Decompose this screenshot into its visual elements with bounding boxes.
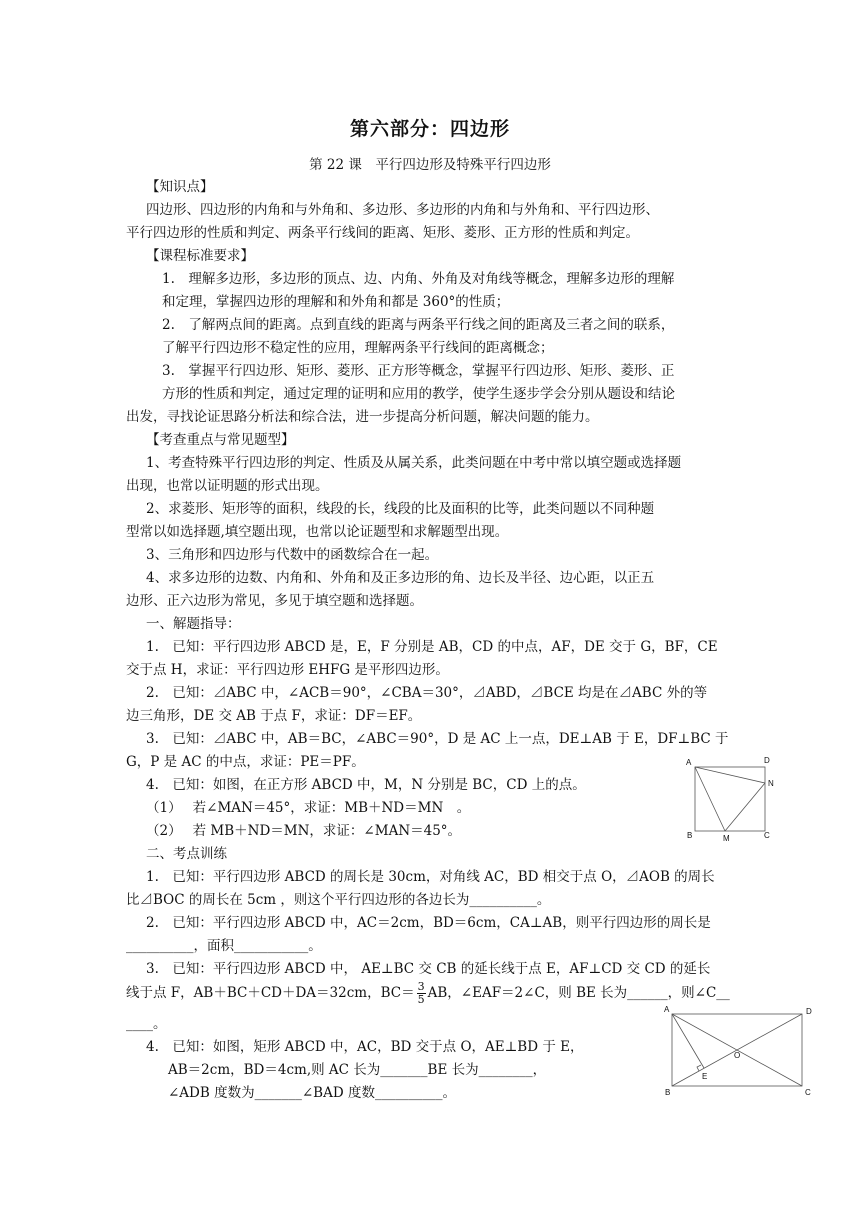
vertex-label: M — [723, 834, 730, 843]
problem-line-with-fraction — [126, 972, 730, 1014]
segment-am — [695, 767, 725, 831]
problem-line: AB＝2cm，BD＝4cm,则 AC 长为_______BE 长为________， — [168, 1062, 547, 1078]
rectangle-figure — [660, 1004, 820, 1098]
problem-subline: （1） 若∠MAN＝45°，求证：MB＋ND＝MN 。 — [146, 800, 471, 816]
section-heading-knowledge: 【知识点】 — [146, 179, 214, 195]
fraction-denominator: 5 — [417, 993, 425, 1006]
paragraph-line: 1、考查特殊平行四边形的判定、性质及从属关系，此类问题在中考中常以填空题或选择题 — [146, 455, 682, 471]
paragraph-line: 出发，寻找论证思路分析法和综合法，进一步提高分析问题，解决问题的能力。 — [126, 409, 599, 425]
paragraph-line: 3. 掌握平行四边形、矩形、菱形、正方形等概念，掌握平行四边形、矩形、菱形、正 — [162, 363, 675, 379]
paragraph-line: 3、三角形和四边形与代数中的函数综合在一起。 — [146, 547, 439, 563]
vertex-label: E — [702, 1072, 708, 1081]
vertex-label: B — [665, 1088, 671, 1097]
paragraph-line: 4、求多边形的边数、内角和、外角和及正多边形的角、边长及半径、边心距，以正五 — [146, 570, 655, 586]
page-title: 第六部分：四边形 — [349, 118, 510, 140]
problem-line: ____。 — [126, 1016, 167, 1032]
problem-line: 比⊿BOC 的周长在 5cm ，则这个平行四边形的各边长为__________。 — [126, 892, 551, 908]
paragraph-line: 2、求菱形、矩形等的面积，线段的长，线段的比及面积的比等，此类问题以不同种题 — [146, 501, 655, 517]
problem-text: AB，∠EAF＝2∠C，则 BE 长为______，则∠C__ — [427, 985, 730, 1001]
vertex-label: N — [768, 779, 774, 788]
paragraph-line: 2. 了解两点间的距离。点到直线的距离与两条平行线之间的距离及三者之间的联系， — [162, 317, 675, 333]
problem-line: 4. 已知：如图，矩形 ABCD 中，AC，BD 交于点 O，AE⊥BD 于 E， — [146, 1039, 584, 1055]
vertex-label: A — [664, 1005, 670, 1014]
problem-line: 边三角形，DE 交 AB 于点 F，求证：DF＝EF。 — [126, 708, 422, 724]
paragraph-line: 和定理，掌握四边形的理解和和外角和都是 360°的性质； — [162, 294, 510, 310]
problem-line: 交于点 H，求证：平行四边形 EHFG 是平形四边形。 — [126, 662, 449, 678]
vertex-label: A — [686, 758, 692, 767]
section-heading-guide: 一、解题指导： — [146, 616, 241, 632]
paragraph-line: 型常以如选择题,填空题出现，也常以论证题型和求解题型出现。 — [126, 524, 509, 540]
paragraph-line: 四边形、四边形的内角和与外角和、多边形、多边形的内角和与外角和、平行四边形、 — [146, 202, 659, 218]
problem-line: 3. 已知：⊿ABC 中，AB＝BC，∠ABC＝90°，D 是 AC 上一点，DE⊥AB 于 E，DF⊥BC 于 — [146, 731, 729, 747]
problem-line: 2. 已知：⊿ABC 中，∠ACB＝90°，∠CBA＝30°，⊿ABD，⊿BCE 均是在⊿ABC 外的等 — [146, 685, 708, 701]
segment-mn — [725, 783, 765, 831]
fraction-numerator: 3 — [417, 980, 425, 993]
paragraph-line: 边形、正六边形为常见，多见于填空题和选择题。 — [126, 593, 423, 609]
segment-ae — [672, 1014, 704, 1068]
vertex-label: D — [764, 756, 770, 765]
problem-line: 3. 已知：平行四边形 ABCD 中， AE⊥BC 交 CB 的延长线于点 E，AF⊥CD 交 CD 的延长 — [146, 961, 711, 977]
section-heading-standard: 【课程标准要求】 — [146, 248, 254, 264]
problem-line: ∠ADB 度数为_______∠BAD 度数__________。 — [168, 1085, 456, 1101]
problem-text: 线于点 F，AB＋BC＋CD＋DA＝32cm，BC＝ — [126, 985, 415, 1001]
lesson-subtitle: 第 22 课 平行四边形及特殊平行四边形 — [309, 157, 551, 173]
paragraph-line: 出现，也常以证明题的形式出现。 — [126, 478, 329, 494]
paragraph-line: 平行四边形的性质和判定、两条平行线间的距离、矩形、菱形、正方形的性质和判定。 — [126, 225, 639, 241]
paragraph-line: 方形的性质和判定，通过定理的证明和应用的教学，使学生逐步学会分别从题设和结论 — [162, 386, 675, 402]
square-abcd — [695, 767, 765, 831]
vertex-label: C — [764, 831, 770, 840]
section-heading-focus: 【考查重点与常见题型】 — [146, 432, 295, 448]
square-figure — [680, 755, 785, 845]
paragraph-line: 1. 理解多边形，多边形的顶点、边、内角、外角及对角线等概念，理解多边形的理解 — [162, 271, 675, 287]
vertex-label: O — [734, 1051, 741, 1060]
problem-line: 1. 已知：平行四边形 ABCD 是，E，F 分别是 AB，CD 的中点，AF，DE 交于 G，BF，CE — [146, 639, 718, 655]
segment-an — [695, 767, 765, 783]
problem-line: G，P 是 AC 的中点，求证：PE＝PF。 — [126, 754, 365, 770]
vertex-label: D — [806, 1007, 812, 1016]
problem-line: 2. 已知：平行四边形 ABCD 中，AC＝2cm，BD＝6cm，CA⊥AB，则平行四边形的周长是 — [146, 915, 711, 931]
fraction — [417, 981, 426, 1006]
vertex-label: C — [805, 1088, 811, 1097]
paragraph-line: 了解平行四边形不稳定性的应用，理解两条平行线间的距离概念； — [162, 340, 554, 356]
problem-subline: （2） 若 MB＋ND＝MN，求证：∠MAN＝45°。 — [146, 823, 462, 839]
section-heading-training: 二、考点训练 — [146, 846, 227, 862]
problem-line: 1. 已知：平行四边形 ABCD 的周长是 30cm，对角线 AC，BD 相交于点 O，⊿AOB 的周长 — [146, 869, 715, 885]
vertex-label: B — [687, 831, 693, 840]
problem-line: 4. 已知：如图，在正方形 ABCD 中，M，N 分别是 BC，CD 上的点。 — [146, 777, 586, 793]
problem-line: __________，面积___________。 — [126, 938, 322, 954]
